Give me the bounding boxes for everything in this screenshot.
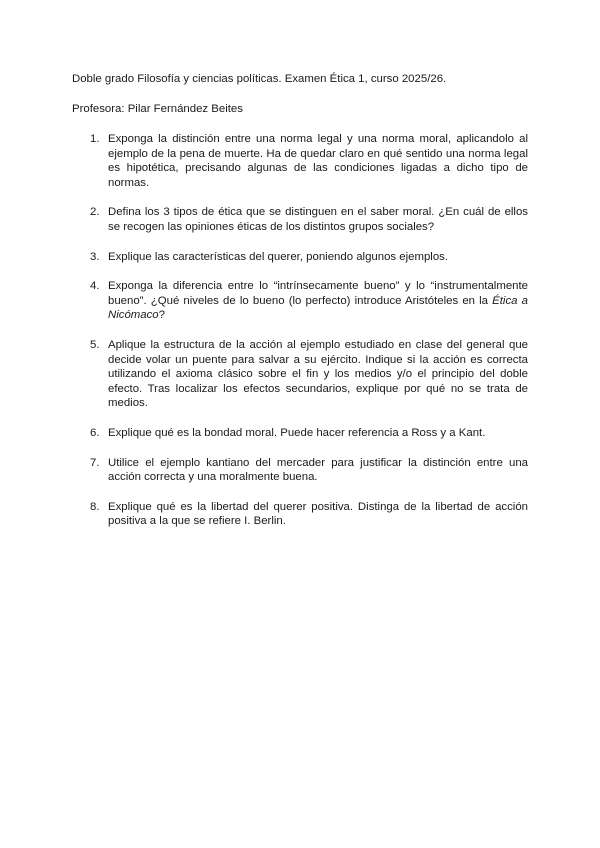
question-number: 3. — [90, 250, 100, 263]
question-number: 6. — [90, 426, 100, 439]
professor-name: Profesora: Pilar Fernández Beites — [72, 103, 243, 115]
question-text-part: ? — [158, 309, 165, 322]
book-title: Ética a Nicómaco — [108, 294, 528, 322]
question-item — [72, 426, 528, 441]
question-item — [72, 250, 528, 265]
question-list — [72, 132, 528, 544]
question-number: 4. — [90, 280, 100, 293]
question-text: Defina los 3 tipos de ética que se distinguen en el saber moral. ¿En cuál de ellos se recogen las opiniones éticas de los distintos grupos sociales? — [108, 206, 528, 233]
question-number: 8. — [90, 500, 100, 513]
question-text: Explique qué es la libertad del querer positiva. Distinga de la libertad de acción positiva a la que se refiere I. Berlin. — [108, 500, 528, 528]
question-text-part: Exponga la diferencia entre lo “intrínsecamente bueno” y lo “instrumentalmente bueno”. ¿Qué niveles de lo bueno (lo perfecto) introduce Aristóteles en la — [108, 280, 528, 307]
question-item — [72, 279, 528, 323]
question-text: Aplique la estructura de la acción al ejemplo estudiado en clase del general que decide volar un puente para salvar a su ejército. Indique si la acción es correcta utilizando el axioma clásico sobre el fin y los medios y/o el principio del doble efecto. Tras localizar los efectos secundarios, explique por qué no se trata de medios. — [108, 338, 528, 410]
question-item — [72, 456, 528, 485]
question-number: 2. — [90, 206, 100, 219]
question-text: Explique las características del querer, poniendo algunos ejemplos. — [108, 250, 449, 263]
question-text: Utilice el ejemplo kantiano del mercader para justificar la distinción entre una acción correcta y una moralmente buena. — [108, 456, 528, 484]
question-text — [108, 279, 528, 323]
question-item — [72, 500, 528, 529]
question-text: Explique qué es la bondad moral. Puede hacer referencia a Ross y a Kant. — [108, 426, 486, 439]
question-number: 5. — [90, 338, 100, 351]
question-text: Exponga la distinción entre una norma legal y una norma moral, aplicandolo al ejemplo de la pena de muerte. Ha de quedar claro en qué sentido una norma legal es hipotética, precisando algunas de las condiciones ligadas a dicho tipo de normas. — [108, 133, 528, 189]
question-item — [72, 132, 528, 190]
question-number: 7. — [90, 456, 100, 469]
exam-title: Doble grado Filosofía y ciencias políticas. Examen Ética 1, curso 2025/26. — [72, 73, 447, 85]
question-item — [72, 205, 528, 234]
question-number: 1. — [90, 133, 100, 145]
question-item — [72, 338, 528, 411]
